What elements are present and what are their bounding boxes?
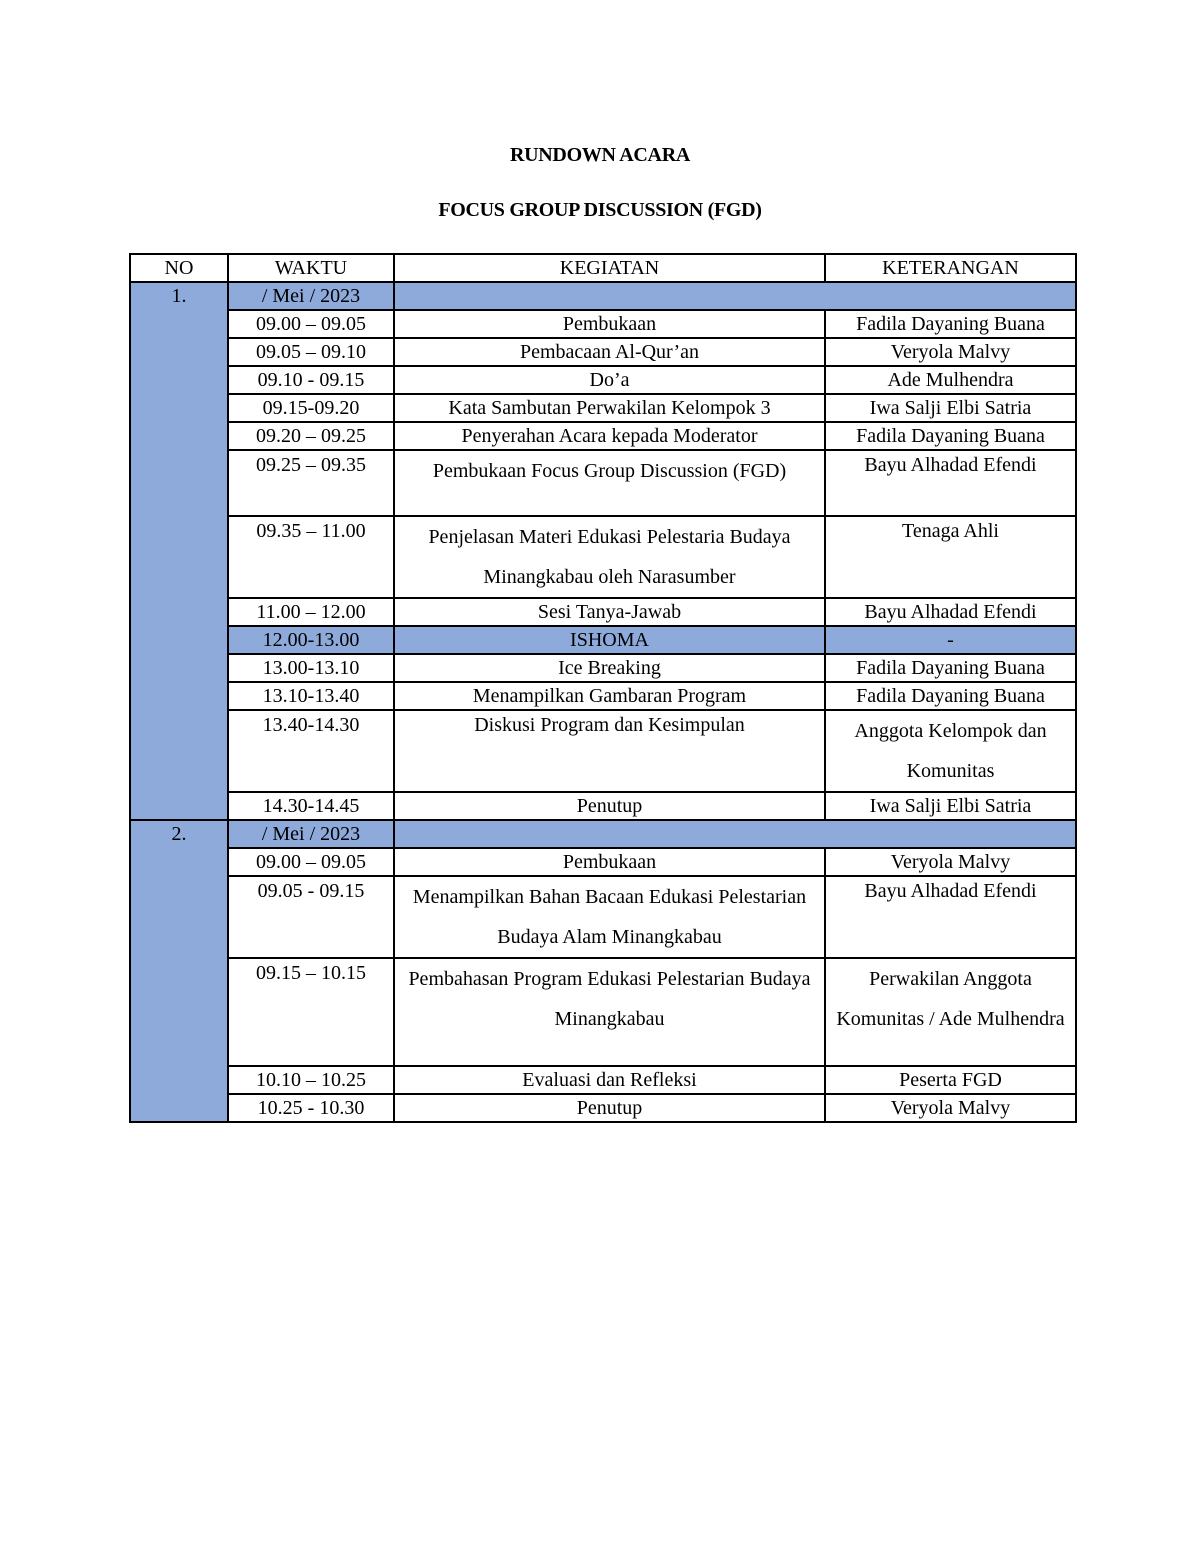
table-row <box>130 710 1076 792</box>
kegiatan-cell: Pembukaan <box>394 310 825 338</box>
waktu-cell: 09.05 – 09.10 <box>228 338 394 366</box>
table-row <box>130 422 1076 450</box>
waktu-cell: 09.20 – 09.25 <box>228 422 394 450</box>
kegiatan-cell: Penyerahan Acara kepada Moderator <box>394 422 825 450</box>
table-row <box>130 876 1076 958</box>
header-keterangan: KETERANGAN <box>825 254 1076 282</box>
waktu-cell: 09.35 – 11.00 <box>228 516 394 598</box>
waktu-cell: 09.05 - 09.15 <box>228 876 394 958</box>
waktu-cell: 14.30-14.45 <box>228 792 394 820</box>
keterangan-cell: Bayu Alhadad Efendi <box>825 598 1076 626</box>
kegiatan-cell: Diskusi Program dan Kesimpulan <box>394 710 825 792</box>
day1-date: / Mei / 2023 <box>228 282 394 310</box>
waktu-cell: 10.10 – 10.25 <box>228 1066 394 1094</box>
waktu-cell: 09.25 – 09.35 <box>228 450 394 516</box>
keterangan-cell: Fadila Dayaning Buana <box>825 682 1076 710</box>
table-row <box>130 338 1076 366</box>
keterangan-cell: Veryola Malvy <box>825 338 1076 366</box>
waktu-cell: 09.10 - 09.15 <box>228 366 394 394</box>
waktu-cell: 13.40-14.30 <box>228 710 394 792</box>
table-row <box>130 394 1076 422</box>
keterangan-cell: Peserta FGD <box>825 1066 1076 1094</box>
kegiatan-cell: Pembukaan Focus Group Discussion (FGD) <box>394 450 825 516</box>
header-kegiatan: KEGIATAN <box>394 254 825 282</box>
keterangan-cell: Veryola Malvy <box>825 848 1076 876</box>
table-row <box>130 366 1076 394</box>
waktu-cell: 09.15 – 10.15 <box>228 958 394 1066</box>
keterangan-cell: Fadila Dayaning Buana <box>825 310 1076 338</box>
table-row <box>130 958 1076 1066</box>
table-row <box>130 310 1076 338</box>
header-waktu: WAKTU <box>228 254 394 282</box>
kegiatan-cell: Pembukaan <box>394 848 825 876</box>
waktu-cell: 10.25 - 10.30 <box>228 1094 394 1122</box>
kegiatan-cell: Menampilkan Gambaran Program <box>394 682 825 710</box>
keterangan-cell: Fadila Dayaning Buana <box>825 422 1076 450</box>
day1-date-fill <box>394 282 1076 310</box>
kegiatan-cell: Penutup <box>394 792 825 820</box>
day1-number: 1. <box>130 282 228 820</box>
kegiatan-cell: ISHOMA <box>394 626 825 654</box>
waktu-cell: 09.00 – 09.05 <box>228 848 394 876</box>
kegiatan-cell: Menampilkan Bahan Bacaan Edukasi Pelestarian Budaya Alam Minangkabau <box>394 876 825 958</box>
kegiatan-cell: Penjelasan Materi Edukasi Pelestaria Budaya Minangkabau oleh Narasumber <box>394 516 825 598</box>
table-row <box>130 598 1076 626</box>
table-row <box>130 1094 1076 1122</box>
document-subtitle: FOCUS GROUP DISCUSSION (FGD) <box>438 199 762 221</box>
rundown-table <box>129 253 1077 1123</box>
table-row <box>130 516 1076 598</box>
document-title: RUNDOWN ACARA <box>510 144 690 166</box>
table-row <box>130 682 1076 710</box>
waktu-cell: 09.00 – 09.05 <box>228 310 394 338</box>
kegiatan-cell: Evaluasi dan Refleksi <box>394 1066 825 1094</box>
header-no: NO <box>130 254 228 282</box>
waktu-cell: 09.15-09.20 <box>228 394 394 422</box>
day2-number: 2. <box>130 820 228 1122</box>
table-row <box>130 654 1076 682</box>
keterangan-cell: Anggota Kelompok dan Komunitas <box>825 710 1076 792</box>
keterangan-cell: Iwa Salji Elbi Satria <box>825 792 1076 820</box>
keterangan-cell: Perwakilan Anggota Komunitas / Ade Mulhendra <box>825 958 1076 1066</box>
table-row <box>130 450 1076 516</box>
keterangan-cell: Fadila Dayaning Buana <box>825 654 1076 682</box>
day1-date-row <box>130 282 1076 310</box>
kegiatan-cell: Sesi Tanya-Jawab <box>394 598 825 626</box>
break-row <box>130 626 1076 654</box>
table-header-row <box>130 254 1076 282</box>
keterangan-cell: Veryola Malvy <box>825 1094 1076 1122</box>
kegiatan-cell: Ice Breaking <box>394 654 825 682</box>
waktu-cell: 13.00-13.10 <box>228 654 394 682</box>
keterangan-cell: Iwa Salji Elbi Satria <box>825 394 1076 422</box>
keterangan-cell: Bayu Alhadad Efendi <box>825 876 1076 958</box>
day2-date-fill <box>394 820 1076 848</box>
waktu-cell: 13.10-13.40 <box>228 682 394 710</box>
keterangan-cell: Bayu Alhadad Efendi <box>825 450 1076 516</box>
table-row <box>130 792 1076 820</box>
kegiatan-cell: Kata Sambutan Perwakilan Kelompok 3 <box>394 394 825 422</box>
kegiatan-cell: Do’a <box>394 366 825 394</box>
table-row <box>130 1066 1076 1094</box>
kegiatan-cell: Pembahasan Program Edukasi Pelestarian Budaya Minangkabau <box>394 958 825 1066</box>
table-row <box>130 848 1076 876</box>
keterangan-cell: - <box>825 626 1076 654</box>
waktu-cell: 12.00-13.00 <box>228 626 394 654</box>
kegiatan-cell: Penutup <box>394 1094 825 1122</box>
day2-date-row <box>130 820 1076 848</box>
keterangan-cell: Tenaga Ahli <box>825 516 1076 598</box>
kegiatan-cell: Pembacaan Al-Qur’an <box>394 338 825 366</box>
waktu-cell: 11.00 – 12.00 <box>228 598 394 626</box>
day2-date: / Mei / 2023 <box>228 820 394 848</box>
keterangan-cell: Ade Mulhendra <box>825 366 1076 394</box>
